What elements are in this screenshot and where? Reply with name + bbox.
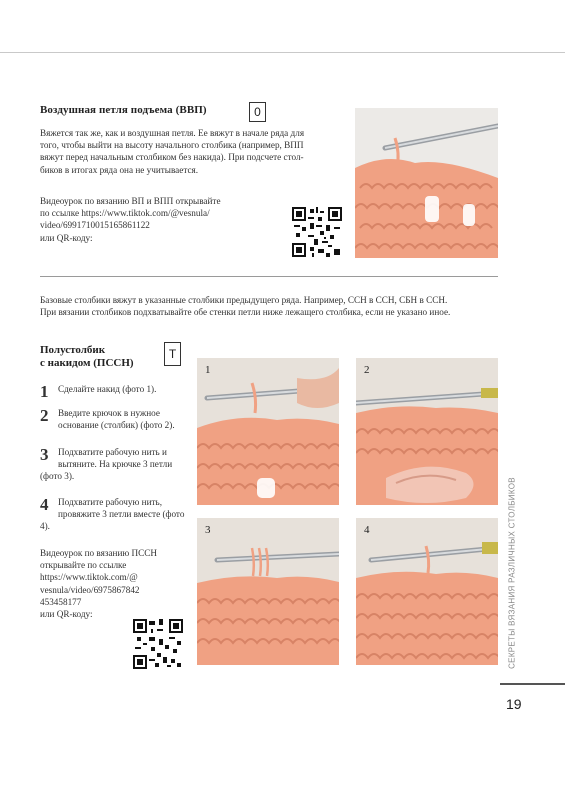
photo-number-1: 1 (205, 364, 211, 376)
page-number-rule (500, 683, 565, 685)
photo-number-2: 2 (364, 364, 370, 376)
half-dc-symbol: T (168, 347, 177, 361)
step-2: 2 Введите крючок в нужное основание (столбик) (фото 2). (40, 406, 175, 430)
step-4: 4 Подхватите рабочую нить, провяжите 3 петли вместе (фото 4). (40, 495, 185, 531)
photo-number-3: 3 (205, 524, 211, 536)
vvp-video-link-text: Видеоурок по вязанию ВП и ВПП открывайте по ссылке https://www.tiktok.com/@vesnula/ video/6991710015165861122 или QR-коду: (40, 196, 221, 243)
section-title-pssn: Полустолбик с накидом (ПССН) (40, 344, 134, 369)
section-divider (40, 276, 498, 277)
page-number: 19 (506, 696, 522, 712)
photo-step-3 (197, 518, 339, 665)
step-3: 3 Подхватите рабочую нить и вытяните. На крючке 3 петли (фото 3). (40, 445, 173, 481)
photo-vvp (355, 108, 498, 258)
vvp-description: Вяжется так же, как и воздушная петля. Ее вяжут в начале ряда для того, чтобы выйти на высоту начального столбика (например, ВПП вяжут перед начальным столбиком без накида). При подсчете стол- биков в итогах ряда она не учитывается. (40, 128, 305, 175)
pssn-video-link-text: Видеоурок по вязанию ПССН открывайте по ссылке https://www.tiktok.com/@ vesnula/video/6975867842 453458177 или QR-коду: (40, 548, 158, 620)
step-1: 1 Сделайте накид (фото 1). (40, 382, 157, 401)
half-dc-symbol-box (164, 342, 181, 366)
pssn-video-link[interactable]: https://www.tiktok.com/@ (40, 572, 138, 583)
photo-step-4 (356, 518, 498, 665)
photo-number-4: 4 (364, 524, 370, 536)
top-border-line (0, 52, 565, 53)
base-stitches-note: Базовые столбики вяжут в указанные столбики предыдущего ряда. Например, ССН в ССН, СБН в ССН. При вязании столбиков подхватывайте обе стенки петли ниже лежащего столбика, если не указано иное. (40, 295, 451, 318)
side-chapter-label: СЕКРЕТЫ ВЯЗАНИЯ РАЗЛИЧНЫХ СТОЛБИКОВ (507, 477, 517, 669)
section-title-vvp: Воздушная петля подъема (ВВП) (40, 104, 207, 116)
chain-symbol-box (249, 102, 266, 122)
photo-step-2 (356, 358, 498, 505)
qr-code-vvp[interactable] (292, 207, 342, 257)
vvp-video-link[interactable]: по ссылке https://www.tiktok.com/@vesnula/ (40, 208, 210, 219)
chain-symbol: 0 (254, 105, 261, 119)
qr-code-pssn[interactable] (133, 619, 183, 669)
photo-step-1 (197, 358, 339, 505)
